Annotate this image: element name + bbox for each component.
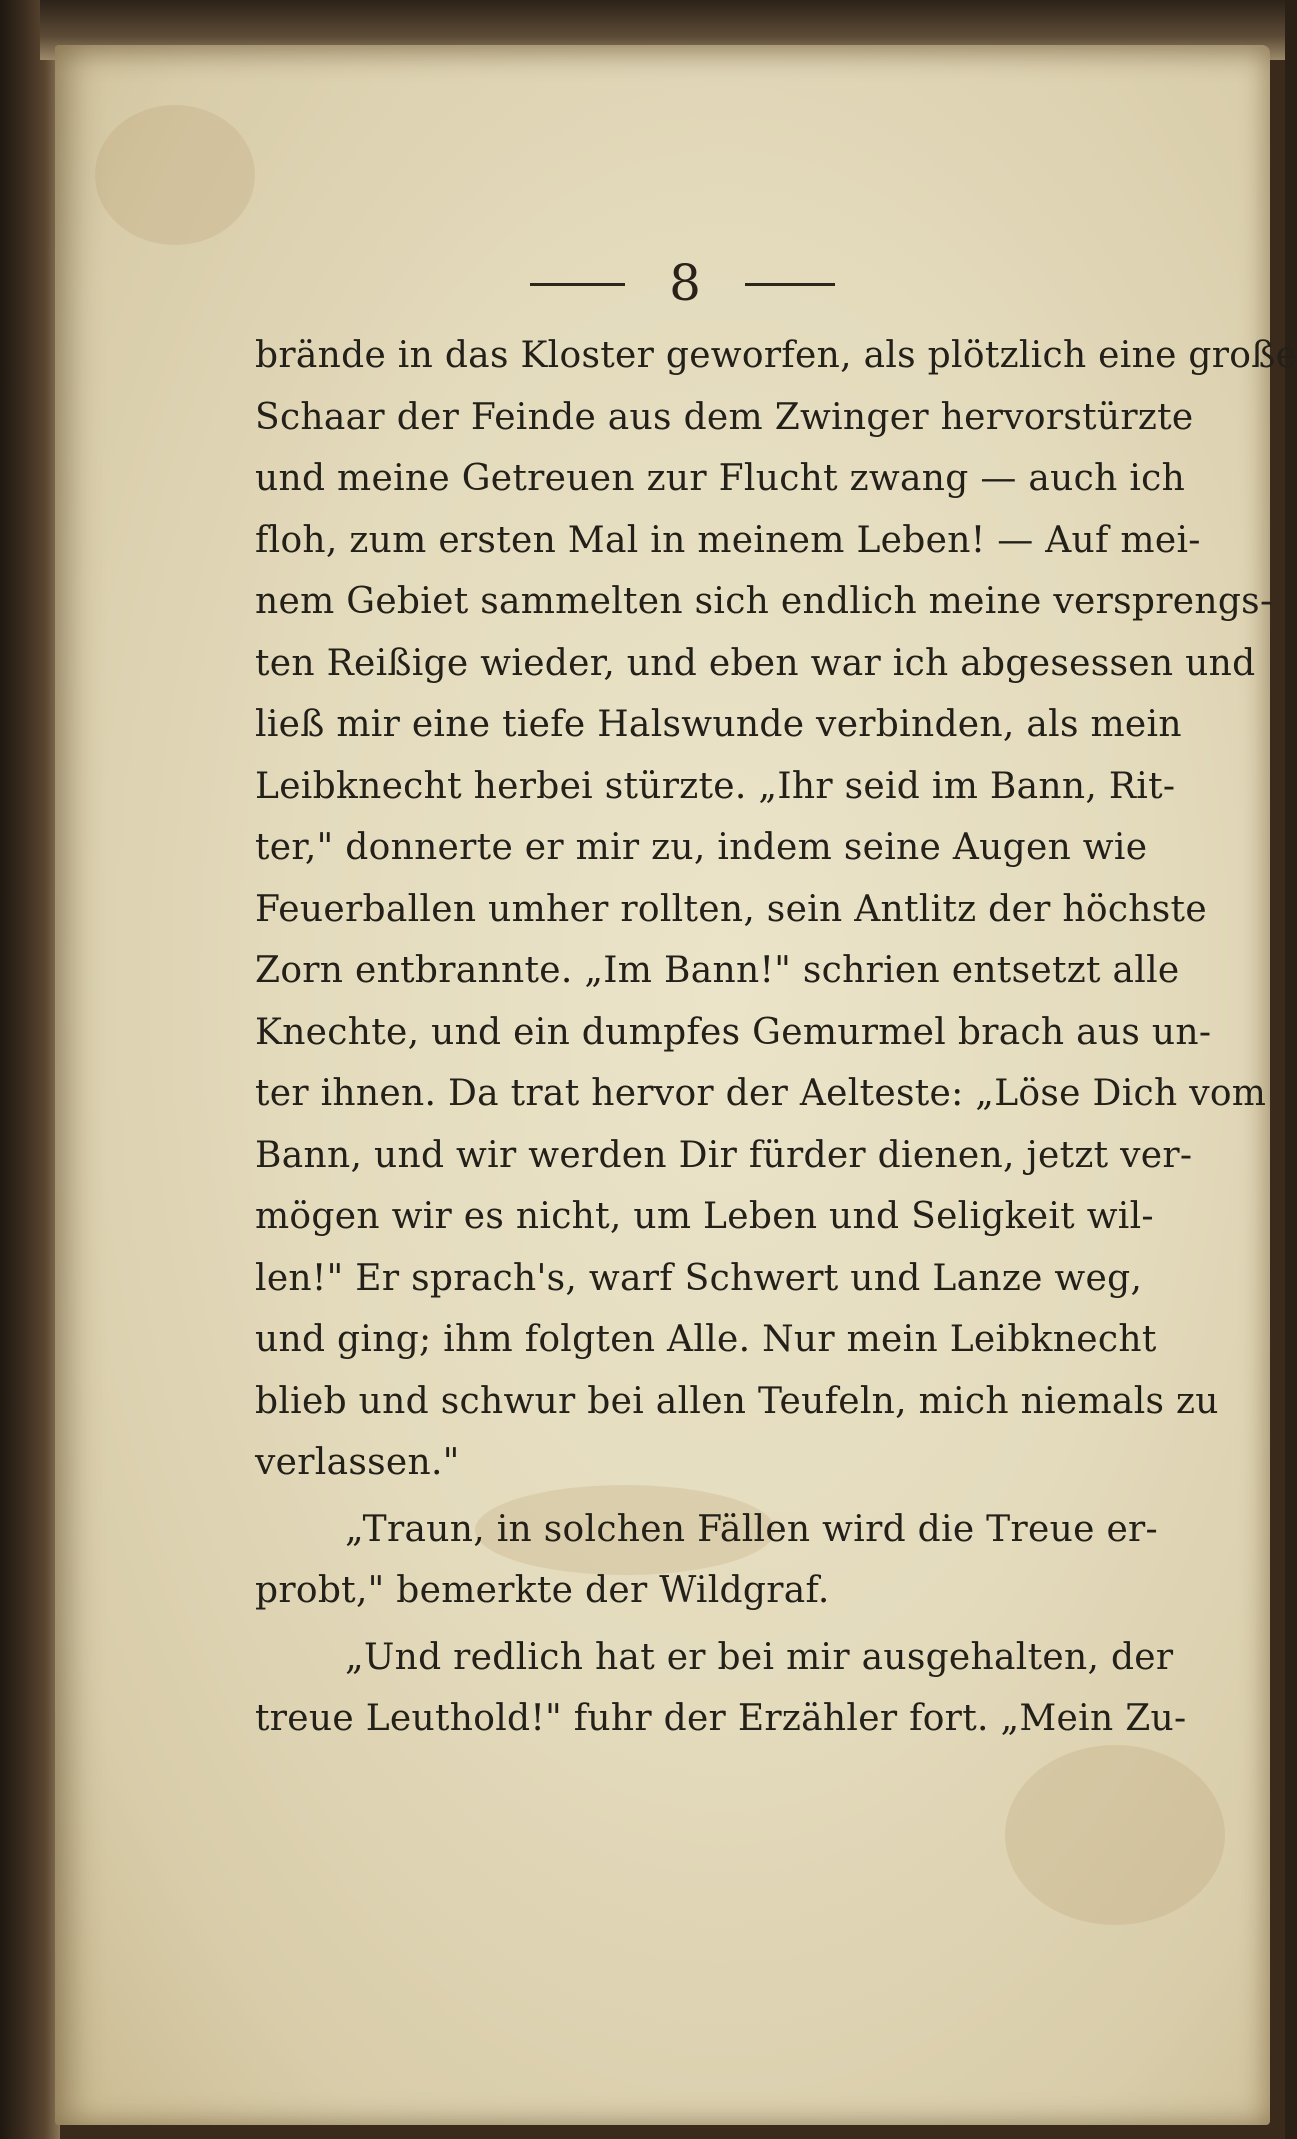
text-line: len!" Er sprach's, warf Schwert und Lanze weg, (255, 1257, 1143, 1299)
text-line: Leibknecht herbei stürzte. „Ihr seid im Bann, Rit- (255, 765, 1176, 807)
text-line: verlassen." (255, 1442, 460, 1483)
text-line: „Und redlich hat er bei mir ausgehalten, der (345, 1636, 1174, 1678)
header-rule-left (530, 283, 625, 286)
text-line: floh, zum ersten Mal in meinem Leben! — Auf mei- (255, 519, 1201, 561)
text-line: probt," bemerkte der Wildgraf. (255, 1570, 830, 1611)
text-line: „Traun, in solchen Fällen wird die Treue er- (345, 1508, 1159, 1550)
text-line: brände in das Kloster geworfen, als plötzlich eine große (255, 335, 1297, 376)
page-number: 8 (669, 254, 701, 312)
text-line: Knechte, und ein dumpfes Gemurmel brach aus un- (255, 1011, 1212, 1053)
text-line: ter," donnerte er mir zu, indem seine Augen wie (255, 827, 1148, 868)
text-line: Feuerballen umher rollten, sein Antlitz der höchste (255, 888, 1207, 930)
text-line: nem Gebiet sammelten sich endlich meine versprengs- (255, 581, 1273, 622)
text-line: Zorn entbrannte. „Im Bann!" schrien entsetzt alle (255, 950, 1180, 991)
book-binding (0, 0, 60, 2139)
text-line: blieb und schwur bei allen Teufeln, mich niemals zu (255, 1380, 1219, 1422)
body-text (255, 325, 1297, 1750)
text-line: ließ mir eine tiefe Halswunde verbinden, als mein (255, 704, 1182, 745)
header-rule-right (745, 283, 835, 286)
paper-stain (95, 105, 255, 245)
text-line: Bann, und wir werden Dir fürder dienen, jetzt ver- (255, 1134, 1193, 1176)
text-line: treue Leuthold!" fuhr der Erzähler fort. „Mein Zu- (255, 1698, 1187, 1739)
page-header (530, 255, 840, 315)
paper-stain (1005, 1745, 1225, 1925)
text-line: mögen wir es nicht, um Leben und Seligkeit wil- (255, 1196, 1154, 1237)
text-line: und ging; ihm folgten Alle. Nur mein Leibknecht (255, 1319, 1157, 1360)
text-line: ter ihnen. Da trat hervor der Aelteste: „Löse Dich vom (255, 1073, 1267, 1114)
text-line: ten Reißige wieder, und eben war ich abgesessen und (255, 642, 1256, 684)
text-line: und meine Getreuen zur Flucht zwang — auch ich (255, 458, 1186, 499)
text-line: Schaar der Feinde aus dem Zwinger hervorstürzte (255, 396, 1194, 438)
